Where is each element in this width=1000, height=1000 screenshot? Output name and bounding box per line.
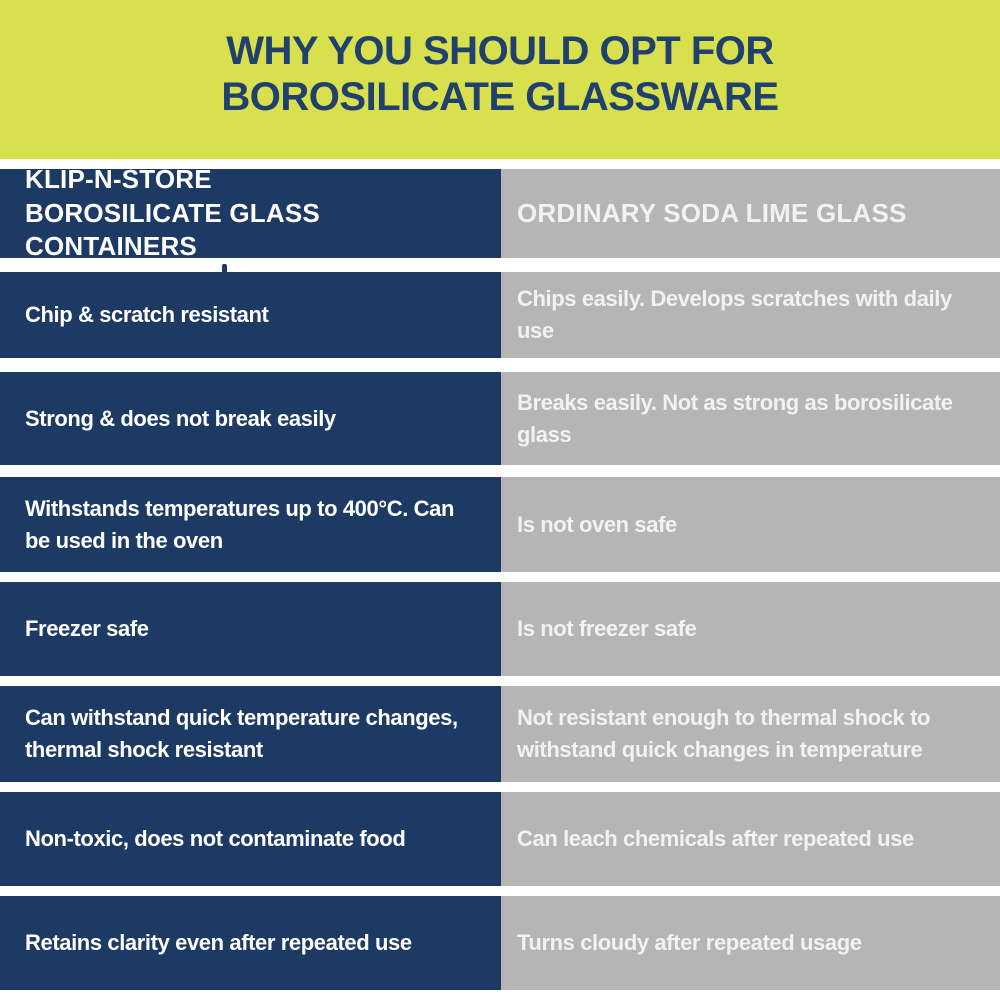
row-cell-borosilicate: [0, 272, 501, 358]
row-cell-soda-lime: [501, 582, 1000, 676]
comparison-table: [0, 163, 1000, 990]
table-row: [0, 582, 1000, 676]
row-text-left: Chip & scratch resistant: [25, 302, 269, 328]
row-cell-soda-lime: [501, 272, 1000, 358]
left-header-line2: BOROSILICATE GLASS CONTAINERS: [25, 197, 320, 262]
row-text-right: Is not freezer safe: [517, 616, 697, 642]
column-header-borosilicate-text: [25, 163, 471, 264]
table-header-row: [0, 163, 1000, 262]
row-cell-soda-lime: [501, 372, 1000, 465]
column-header-borosilicate: [0, 163, 501, 262]
row-cell-borosilicate: [0, 686, 501, 782]
table-row: [0, 896, 1000, 990]
row-text-left: Retains clarity even after repeated use: [25, 930, 412, 956]
row-cell-borosilicate: [0, 792, 501, 886]
table-row: [0, 792, 1000, 886]
right-header-text: ORDINARY SODA LIME GLASS: [517, 197, 907, 228]
table-row: [0, 686, 1000, 782]
row-text-right: Breaks easily. Not as strong as borosilicate glass: [517, 389, 953, 447]
column-header-soda-lime: [501, 169, 1000, 258]
row-text-right: Not resistant enough to thermal shock to withstand quick changes in temperature: [517, 705, 931, 762]
row-cell-soda-lime: [501, 686, 1000, 782]
row-text-left: Withstands temperatures up to 400°C. Can be used in the oven: [25, 495, 455, 553]
row-text-left: Strong & does not break easily: [25, 405, 336, 431]
title-band: [0, 0, 1000, 159]
table-row: [0, 477, 1000, 572]
row-cell-borosilicate: [0, 372, 501, 465]
table-row: [0, 372, 1000, 465]
row-cell-borosilicate: [0, 896, 501, 990]
left-header-line1: KLIP-N-STORE: [25, 163, 212, 194]
row-text-right: Chips easily. Develops scratches with daily use: [517, 286, 952, 343]
page-title-line1: WHY YOU SHOULD OPT FOR: [226, 29, 774, 73]
page-title-line2: BOROSILICATE GLASSWARE: [221, 75, 779, 119]
row-text-left: Non-toxic, does not contaminate food: [25, 826, 406, 852]
table-row: [0, 272, 1000, 358]
row-text-right: Turns cloudy after repeated usage: [517, 930, 862, 956]
page-title: [0, 0, 1000, 120]
row-text-right: Is not oven safe: [517, 511, 677, 537]
row-cell-soda-lime: [501, 477, 1000, 572]
row-text-left: Freezer safe: [25, 616, 149, 642]
row-cell-borosilicate: [0, 477, 501, 572]
row-text-right: Can leach chemicals after repeated use: [517, 826, 914, 852]
row-text-left: Can withstand quick temperature changes, thermal shock resistant: [25, 705, 458, 762]
row-cell-soda-lime: [501, 896, 1000, 990]
row-cell-soda-lime: [501, 792, 1000, 886]
row-cell-borosilicate: [0, 582, 501, 676]
